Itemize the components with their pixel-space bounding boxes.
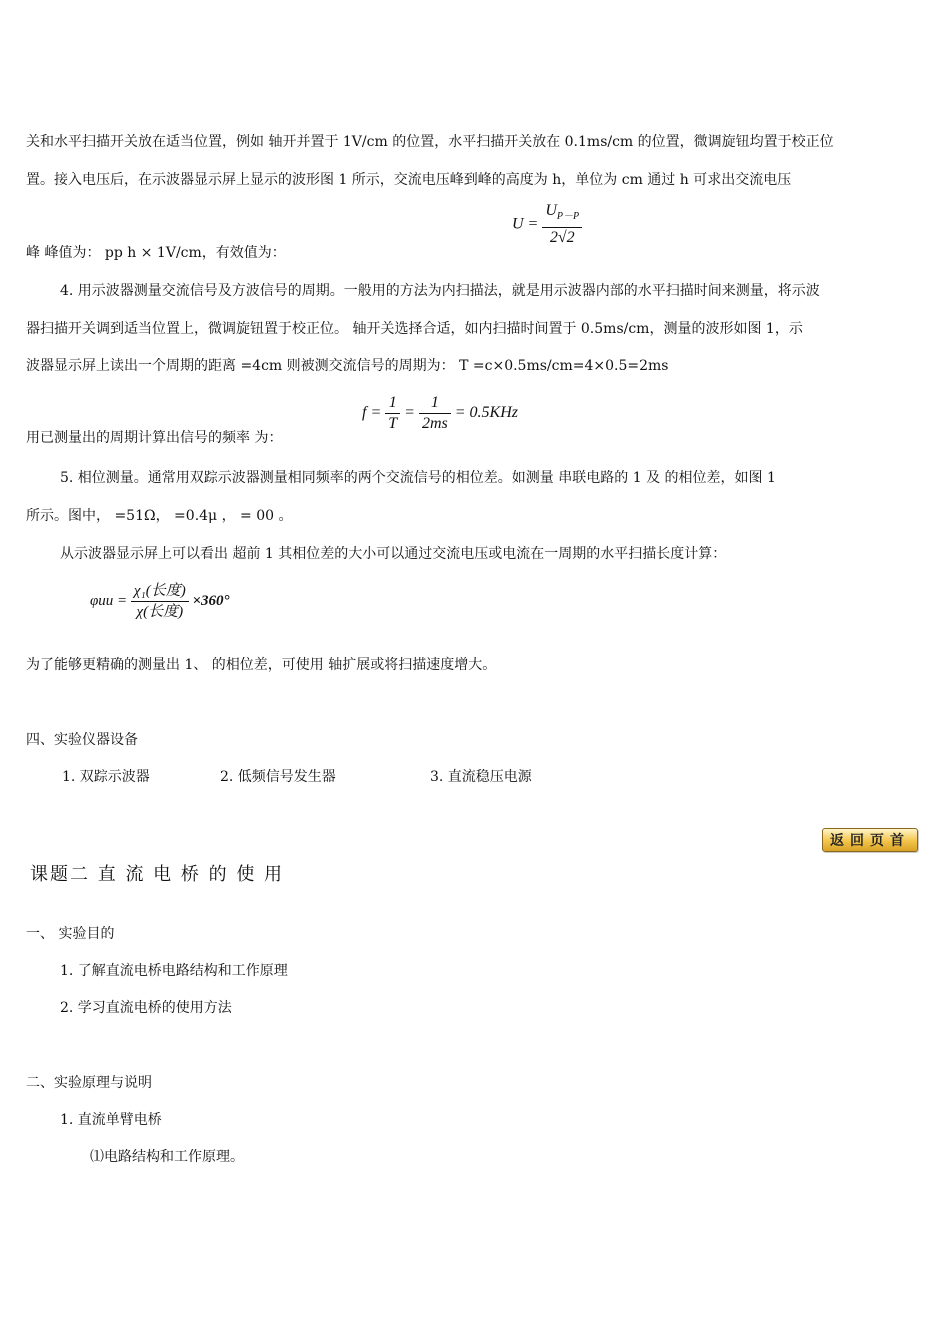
equals-sign: = <box>404 404 415 422</box>
fraction <box>542 202 582 247</box>
section-heading: 一、 实验目的 <box>26 926 115 942</box>
denominator: 2√2 <box>549 229 575 247</box>
text-line: 所示。图中， =51Ω， =0.4μ ， = 00 。 <box>26 508 293 524</box>
text-line: 为了能够更精确的测量出 1、 的相位差，可使用 轴扩展或将扫描速度增大。 <box>26 657 497 673</box>
denominator: χ(长度) <box>136 604 184 620</box>
text-line: 波器显示屏上读出一个周期的距离 =4cm 则被测交流信号的周期为： T =c×0.5ms/cm=4×0.5=2ms <box>26 358 669 374</box>
list-item: 3. 直流稳压电源 <box>430 769 532 785</box>
list-item: 1. 直流单臂电桥 <box>60 1112 162 1128</box>
list-item: 1. 了解直流电桥电路结构和工作原理 <box>60 963 288 979</box>
text-line: 置。接入电压后，在示波器显示屏上显示的波形图 1 所示，交流电压峰到峰的高度为 h，单位为 cm 通过 h 可求出交流电压 <box>26 172 792 188</box>
text-line: 用已测量出的周期计算出信号的频率 为： <box>26 430 283 446</box>
numerator-subscript: P－P <box>556 211 580 223</box>
denominator: 2ms <box>421 415 448 432</box>
numerator: χ₁(长度) <box>131 582 189 602</box>
section-heading: 二、实验原理与说明 <box>26 1075 152 1091</box>
formula-rhs: = 0.5KHz <box>454 404 518 422</box>
numerator: 1 <box>419 394 451 414</box>
fraction <box>131 582 189 621</box>
list-item: 1. 双踪示波器 <box>62 769 150 785</box>
numerator: 1 <box>385 394 400 414</box>
text-line: 4. 用示波器测量交流信号及方波信号的周期。一般用的方法为内扫描法，就是用示波器内部的水平扫描时间来测量，将示波 <box>60 283 820 299</box>
text-line: 5. 相位测量。通常用双踪示波器测量相同频率的两个交流信号的相位差。如测量 串联电路的 1 及 的相位差，如图 1 <box>60 470 776 486</box>
text-line: 关和水平扫描开关放在适当位置，例如 轴开并置于 1V/cm 的位置，水平扫描开关放在 0.1ms/cm 的位置，微调旋钮均置于校正位 <box>26 134 834 150</box>
formula-lhs: f = <box>362 404 382 422</box>
fraction <box>385 394 400 433</box>
formula-lhs: φuu = <box>90 592 128 609</box>
text-line: 从示波器显示屏上可以看出 超前 1 其相位差的大小可以通过交流电压或电流在一周期的水平扫描长度计算： <box>60 546 727 562</box>
formula-effective-voltage <box>512 202 582 247</box>
formula-lhs: U = <box>512 215 539 233</box>
denominator: T <box>388 415 398 432</box>
section-heading: 四、实验仪器设备 <box>26 732 138 748</box>
text-line: 器扫描开关调到适当位置上，微调旋钮置于校正位。 轴开关选择合适，如内扫描时间置于 0.5ms/cm，测量的波形如图 1，示 <box>26 321 803 337</box>
formula-frequency <box>362 394 518 433</box>
page-title: 课题二 直 流 电 桥 的 使 用 <box>30 864 285 885</box>
fraction <box>419 394 451 433</box>
formula-phase <box>90 582 230 621</box>
back-to-top-button[interactable]: 返回页首 <box>822 828 918 852</box>
text-line: 峰 峰值为： pp h × 1V/cm，有效值为： <box>26 245 286 261</box>
formula-rhs: ×360° <box>192 592 230 609</box>
numerator: U <box>545 202 557 219</box>
list-item: 2. 低频信号发生器 <box>220 769 336 785</box>
list-item: 2. 学习直流电桥的使用方法 <box>60 1000 232 1016</box>
sub-item: ⑴电路结构和工作原理。 <box>90 1149 244 1165</box>
